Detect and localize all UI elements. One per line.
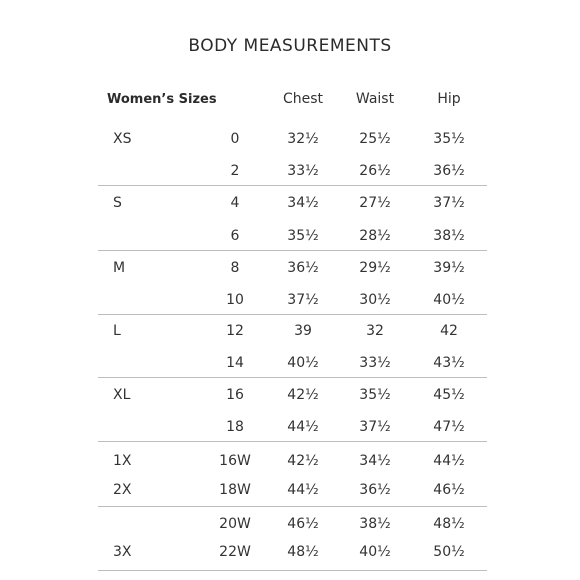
table-row	[0, 416, 580, 438]
numeric-size: 20W	[219, 516, 251, 532]
waist-value: 35½	[359, 387, 391, 403]
hip-value: 50½	[433, 544, 465, 560]
table-row	[0, 289, 580, 311]
size-group-label: XS	[113, 131, 132, 147]
chest-value: 34½	[287, 195, 319, 211]
hip-value: 35½	[433, 131, 465, 147]
numeric-size: 16	[226, 387, 244, 403]
row-divider	[98, 185, 487, 186]
waist-value: 27½	[359, 195, 391, 211]
waist-value: 33½	[359, 355, 391, 371]
numeric-size: 8	[230, 260, 240, 276]
row-divider	[98, 377, 487, 378]
waist-value: 38½	[359, 516, 391, 532]
numeric-size: 4	[230, 195, 240, 211]
hip-column-header: Hip	[437, 91, 461, 107]
hip-value: 45½	[433, 387, 465, 403]
table-row	[0, 160, 580, 182]
numeric-size: 2	[230, 163, 240, 179]
numeric-size: 22W	[219, 544, 251, 560]
chest-value: 37½	[287, 292, 319, 308]
waist-value: 26½	[359, 163, 391, 179]
waist-value: 29½	[359, 260, 391, 276]
hip-value: 37½	[433, 195, 465, 211]
chest-value: 44½	[287, 419, 319, 435]
row-divider	[98, 250, 487, 251]
womens-sizes-header: Women’s Sizes	[107, 92, 217, 107]
table-row	[0, 257, 580, 279]
hip-value: 36½	[433, 163, 465, 179]
numeric-size: 10	[226, 292, 244, 308]
row-divider	[98, 441, 487, 442]
chest-value: 35½	[287, 228, 319, 244]
waist-value: 40½	[359, 544, 391, 560]
table-row	[0, 513, 580, 535]
hip-value: 47½	[433, 419, 465, 435]
row-divider	[98, 314, 487, 315]
chest-value: 39	[294, 323, 312, 339]
table-row	[0, 541, 580, 563]
page-title: BODY MEASUREMENTS	[188, 36, 392, 56]
chest-column-header: Chest	[282, 91, 324, 107]
waist-value: 32	[366, 323, 384, 339]
table-row	[0, 128, 580, 150]
waist-value: 36½	[359, 482, 391, 498]
hip-value: 40½	[433, 292, 465, 308]
size-group-label: 2X	[113, 482, 132, 498]
hip-value: 39½	[433, 260, 465, 276]
size-group-label: M	[113, 260, 126, 276]
size-group-label: XL	[113, 387, 131, 403]
numeric-size: 18	[226, 419, 244, 435]
chest-value: 33½	[287, 163, 319, 179]
chest-value: 48½	[287, 544, 319, 560]
hip-value: 48½	[433, 516, 465, 532]
chest-value: 42½	[287, 387, 319, 403]
table-row	[0, 479, 580, 501]
numeric-size: 12	[226, 323, 244, 339]
waist-column-header: Waist	[355, 91, 395, 107]
size-group-label: S	[113, 195, 122, 211]
waist-value: 30½	[359, 292, 391, 308]
hip-value: 42	[440, 323, 458, 339]
table-row	[0, 352, 580, 374]
size-group-label: 1X	[113, 453, 132, 469]
numeric-size: 14	[226, 355, 244, 371]
chest-value: 40½	[287, 355, 319, 371]
size-group-label: 3X	[113, 544, 132, 560]
chest-value: 32½	[287, 131, 319, 147]
table-row	[0, 450, 580, 472]
table-row	[0, 320, 580, 342]
waist-value: 28½	[359, 228, 391, 244]
table-row	[0, 225, 580, 247]
numeric-size: 16W	[219, 453, 251, 469]
chest-value: 46½	[287, 516, 319, 532]
hip-value: 43½	[433, 355, 465, 371]
hip-value: 44½	[433, 453, 465, 469]
hip-value: 46½	[433, 482, 465, 498]
numeric-size: 6	[230, 228, 240, 244]
row-divider	[98, 570, 487, 571]
numeric-size: 0	[230, 131, 240, 147]
table-row	[0, 384, 580, 406]
size-group-label: L	[113, 323, 121, 339]
chest-value: 36½	[287, 260, 319, 276]
numeric-size: 18W	[219, 482, 251, 498]
row-divider	[98, 506, 487, 507]
chest-value: 44½	[287, 482, 319, 498]
waist-value: 25½	[359, 131, 391, 147]
hip-value: 38½	[433, 228, 465, 244]
table-row	[0, 192, 580, 214]
waist-value: 34½	[359, 453, 391, 469]
chest-value: 42½	[287, 453, 319, 469]
waist-value: 37½	[359, 419, 391, 435]
